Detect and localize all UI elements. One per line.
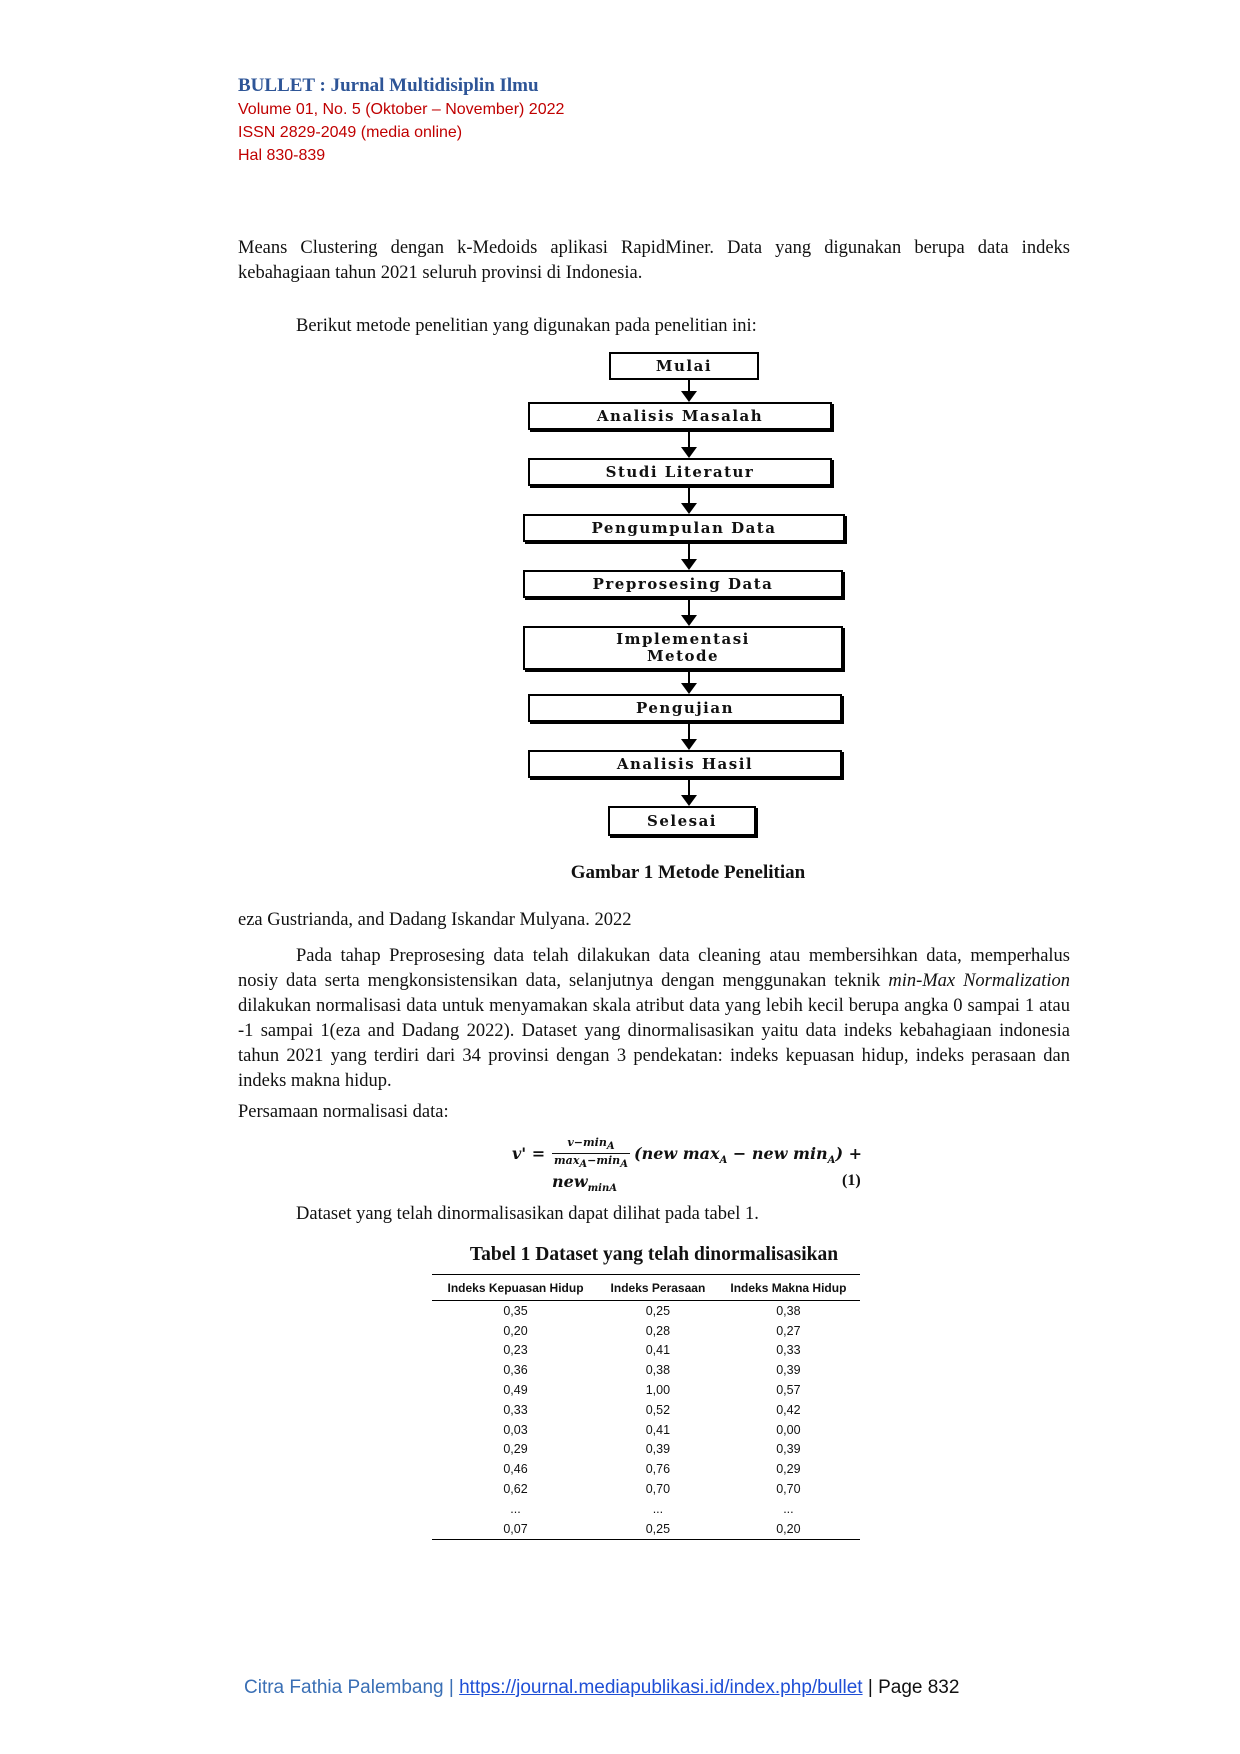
formula-scale-term: (new $\max_A$ − new $\min_A$) + <box>634 1144 862 1167</box>
body-text-a: Pada tahap Preprosesing data telah dilakukan data cleaning atau membersihkan data, memperhalus nosiy data serta mengkonsistensikan data, selanjutnya dengan menggunakan teknik <box>238 946 1070 991</box>
flow-arrow <box>688 724 690 748</box>
table-cell: 0,20 <box>503 1323 528 1338</box>
table-cell: 0,03 <box>503 1422 528 1437</box>
journal-issn: ISSN 2829-2049 (media online) <box>238 124 463 141</box>
table-cell: 0,23 <box>503 1343 528 1358</box>
flow-step-preprosesing-data: Preprosesing Data <box>523 570 843 598</box>
table-cell: 0,25 <box>645 1303 671 1318</box>
table-header-row <box>432 1275 860 1301</box>
method-lead: Berikut metode penelitian yang digunakan pada penelitian ini: <box>296 316 757 336</box>
table-cell: 0,29 <box>776 1462 801 1477</box>
table-cell: 0,38 <box>645 1363 671 1378</box>
table-cell: 0,41 <box>645 1343 671 1358</box>
flow-arrow <box>688 780 690 804</box>
table-cell: 1,00 <box>645 1383 671 1398</box>
normalized-dataset-table <box>432 1274 860 1540</box>
flow-arrow <box>688 600 690 624</box>
page-number: | Page 832 <box>862 1677 960 1698</box>
journal-header <box>238 74 564 167</box>
flow-step-pengujian: Pengujian <box>528 694 842 722</box>
flow-arrow <box>688 672 690 692</box>
formula-numerator: $v-\min_A$ <box>552 1136 630 1154</box>
normalization-formula <box>512 1136 872 1200</box>
table-cell: 0,07 <box>432 1519 599 1539</box>
table-row <box>432 1479 860 1499</box>
footer-publisher: Citra Fathia Palembang | <box>244 1677 460 1698</box>
flow-step-analisis-hasil: Analisis Hasil <box>528 750 842 778</box>
table-row <box>432 1400 860 1420</box>
method-flowchart <box>520 352 860 850</box>
table-caption: Tabel 1 Dataset yang telah dinormalisasikan <box>469 1244 839 1265</box>
column-header: Indeks Makna Hidup <box>717 1275 860 1301</box>
flow-step-selesai: Selesai <box>608 806 756 836</box>
formula-offset-term: new$_{minA}$ <box>552 1172 618 1195</box>
flow-arrow <box>688 544 690 568</box>
table-cell: 0,39 <box>645 1442 671 1457</box>
table-cell: ... <box>783 1501 794 1516</box>
journal-link[interactable]: https://journal.mediapublikasi.id/index.php/bullet <box>459 1677 863 1698</box>
table-cell: 0,25 <box>599 1519 717 1539</box>
table-cell: ... <box>510 1501 521 1516</box>
table-cell: 0,49 <box>503 1383 528 1398</box>
flow-step-pengumpulan-data: Pengumpulan Data <box>523 514 845 542</box>
column-header: Indeks Kepuasan Hidup <box>432 1275 599 1301</box>
citation-line: eza Gustrianda, and Dadang Iskandar Mulyana. 2022 <box>238 910 632 930</box>
table-row <box>432 1459 860 1479</box>
flow-arrow <box>688 432 690 456</box>
table-cell: 0,27 <box>776 1323 801 1338</box>
body-paragraph <box>238 944 1070 1094</box>
table-cell: 0,36 <box>503 1363 528 1378</box>
table-cell: ... <box>652 1501 664 1516</box>
table-cell: 0,20 <box>717 1519 860 1539</box>
table-cell: 0,33 <box>503 1402 528 1417</box>
table-cell: 0,57 <box>776 1383 801 1398</box>
flow-step-implementasi-metode <box>523 626 843 670</box>
table-cell: 0,46 <box>503 1462 528 1477</box>
flow-arrow <box>688 488 690 512</box>
flow-arrow <box>688 380 690 400</box>
flow-step-metode-line: Metode <box>646 647 720 665</box>
formula-denominator: $\max_A-\min_A$ <box>554 1154 628 1171</box>
table-row <box>432 1341 860 1361</box>
formula-lhs: v' = <box>512 1144 546 1163</box>
flow-step-mulai: Mulai <box>609 352 759 380</box>
table-cell: 0,35 <box>503 1303 528 1318</box>
formula-lead: Persamaan normalisasi data: <box>238 1102 449 1122</box>
flow-step-analisis-masalah: Analisis Masalah <box>528 402 832 430</box>
body-text-b: dilakukan normalisasi data untuk menyamakan skala atribut data yang lebih kecil berupa angka 0 sampai 1 atau -1 sampai 1(eza and Dadang 2022). Dataset yang dinormalisasikan yaitu data indeks kebahagiaan indonesia tahun 2021 yang terdiri dari 34 provinsi dengan 3 pendekatan: indeks kepuasan hidup, indeks perasaan dan indeks makna hidup. <box>238 996 1070 1091</box>
body-italic-term: min-Max Normalization <box>888 971 1070 991</box>
table-row <box>432 1499 860 1519</box>
journal-volume: Volume 01, No. 5 (Oktober – November) 2022 <box>238 101 565 118</box>
column-header: Indeks Perasaan <box>599 1275 717 1301</box>
figure-caption: Gambar 1 Metode Penelitian <box>570 862 806 883</box>
table-cell: 0,39 <box>776 1363 801 1378</box>
table-row <box>432 1380 860 1400</box>
flow-step-studi-literatur: Studi Literatur <box>528 458 832 486</box>
table-cell: 0,70 <box>645 1482 671 1497</box>
flow-step-implementasi-line: Implementasi <box>616 630 750 648</box>
table-cell: 0,70 <box>776 1482 801 1497</box>
table-row <box>432 1360 860 1380</box>
table-cell: 0,38 <box>776 1303 801 1318</box>
table-lead: Dataset yang telah dinormalisasikan dapat dilihat pada tabel 1. <box>296 1204 759 1224</box>
table-row <box>432 1301 860 1321</box>
table-cell: 0,52 <box>645 1402 671 1417</box>
page-footer <box>244 1677 959 1699</box>
table-row <box>432 1440 860 1460</box>
journal-title: BULLET : Jurnal Multidisiplin Ilmu <box>238 75 539 96</box>
table-cell: 0,39 <box>776 1442 801 1457</box>
table-cell: 0,28 <box>645 1323 671 1338</box>
equation-number: (1) <box>842 1172 861 1189</box>
table-cell: 0,62 <box>503 1482 528 1497</box>
table-row <box>432 1321 860 1341</box>
table-cell: 0,33 <box>776 1343 801 1358</box>
table-cell: 0,42 <box>776 1402 801 1417</box>
table-row <box>432 1420 860 1440</box>
table-cell: 0,00 <box>776 1422 801 1437</box>
table-cell: 0,76 <box>645 1462 671 1477</box>
table-row <box>432 1519 860 1539</box>
table-cell: 0,29 <box>503 1442 528 1457</box>
table-cell: 0,41 <box>645 1422 671 1437</box>
journal-pages: Hal 830-839 <box>238 147 326 164</box>
formula-fraction <box>552 1136 630 1170</box>
intro-paragraph: Means Clustering dengan k-Medoids aplikasi RapidMiner. Data yang digunakan berupa data indeks kebahagiaan tahun 2021 seluruh provinsi di Indonesia. <box>238 238 1070 283</box>
